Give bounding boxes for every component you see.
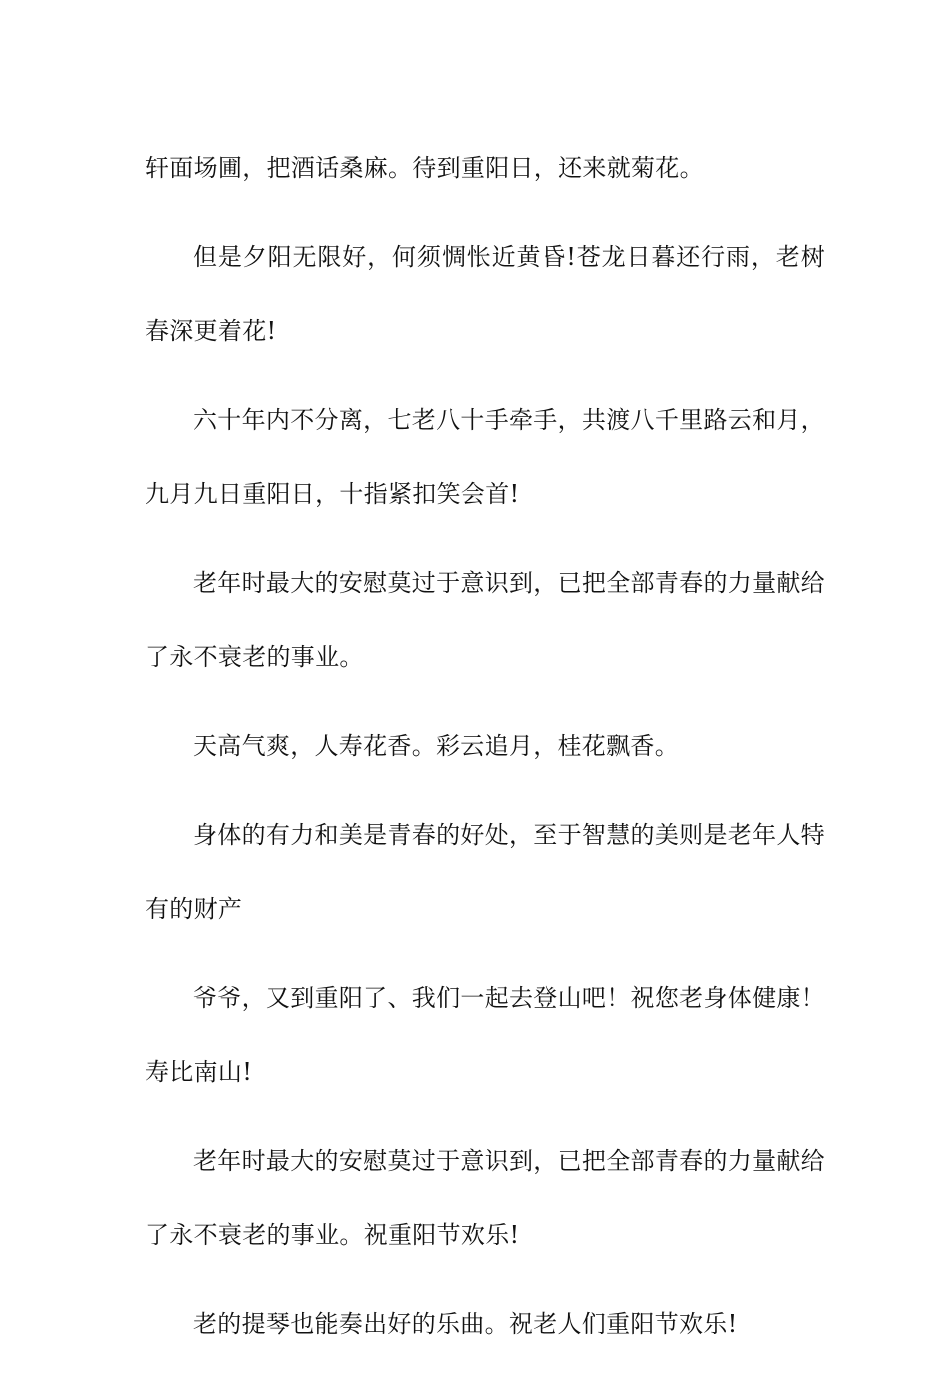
paragraph-8: 老年时最大的安慰莫过于意识到，已把全部青春的力量献给了永不衰老的事业。祝重阳节欢乐! xyxy=(145,1147,825,1249)
paragraph-5: 天高气爽，人寿花香。彩云追月，桂花飘香。 xyxy=(193,732,679,760)
paragraph-1: 轩面场圃，把酒话桑麻。待到重阳日，还来就菊花。 xyxy=(145,154,704,182)
paragraph-4: 老年时最大的安慰莫过于意识到，已把全部青春的力量献给了永不衰老的事业。 xyxy=(145,569,825,671)
paragraph-7: 爷爷，又到重阳了、我们一起去登山吧！祝您老身体健康！寿比南山! xyxy=(145,984,825,1086)
paragraph-6: 身体的有力和美是青春的好处，至于智慧的美则是老年人特有的财产 xyxy=(145,821,825,923)
paragraph-9: 老的提琴也能奏出好的乐曲。祝老人们重阳节欢乐! xyxy=(193,1310,738,1338)
paragraph-3: 六十年内不分离，七老八十手牵手，共渡八千里路云和月，九月九日重阳日，十指紧扣笑会首! xyxy=(145,406,825,508)
paragraph-2: 但是夕阳无限好，何须惆怅近黄昏!苍龙日暮还行雨，老树春深更着花! xyxy=(145,243,825,345)
text-body xyxy=(145,131,825,1376)
